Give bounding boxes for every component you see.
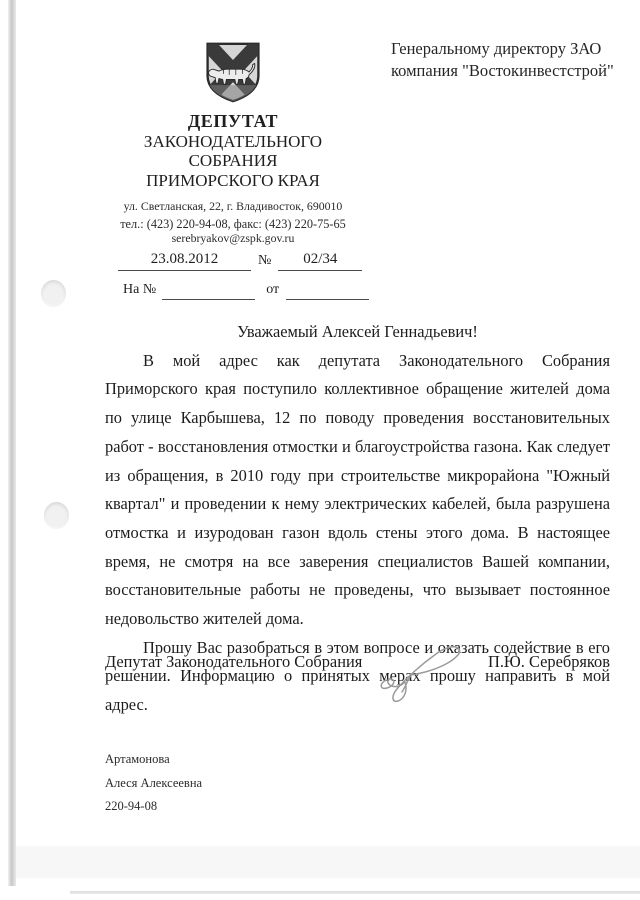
org-address: ул. Светланская, 22, г. Владивосток, 690010: [123, 199, 343, 213]
addressee-line-1: Генеральному директору ЗАО: [391, 39, 602, 58]
executor-block: [105, 748, 202, 819]
page-bottom-edge-line: [70, 891, 640, 894]
doc-number-field: [278, 251, 362, 271]
signature-row: [105, 652, 610, 672]
addressee-line-2: компания "Востокинвестстрой": [391, 60, 614, 80]
org-phone-fax: тел.: (423) 220-94-08, факс: (423) 220-75-65: [120, 216, 346, 231]
executor-phone: 220-94-08: [105, 799, 158, 813]
doc-number-value: 02/34: [303, 251, 338, 267]
letterhead-title-line-3: СОБРАНИЯ: [188, 151, 278, 170]
letterhead-title-line-4: ПРИМОРСКОГО КРАЯ: [146, 170, 320, 190]
page-bottom-shadow: [16, 846, 640, 878]
letterhead-title: [105, 112, 361, 190]
reference-block: [105, 251, 375, 300]
letterhead-contacts: [105, 199, 361, 246]
date-value: 23.08.2012: [150, 251, 219, 267]
hole-punch-top: [41, 280, 66, 307]
org-email: serebryakov@zspk.gov.ru: [171, 231, 295, 245]
number-sign-label: №: [258, 253, 272, 268]
executor-name-patronymic: Алеся Алексеевна: [105, 775, 203, 790]
reply-number-field-empty: [162, 279, 255, 300]
reply-to-number-label: На №: [123, 282, 157, 297]
reply-date-field-empty: [286, 279, 369, 300]
addressee-block: [391, 38, 626, 81]
letterhead-title-line-1: ДЕПУТАТ: [187, 111, 279, 131]
letterhead: [105, 40, 361, 246]
signer-position: Депутат Законодательного Собрания: [105, 652, 363, 671]
hole-punch-bottom: [44, 502, 69, 529]
body-paragraph-1: В мой адрес как депутата Законодательного Собрания Приморского края поступило коллективное обращение жителей дома по улице Карбышева, 12 по поводу проведения восстановительных работ - восстановления отмостки и благоустройства газона. Как следует из обращения, в 2010 году при строительстве микрорайона "Южный квартал" и проведении к нему электрических кабелей, была разрушена отмостка и изуродован газон вдоль стены этого дома. В настоящее время, не смотря на все заверения специалистов Вашей компании, восстановительные работы не проведены, что вызывает постоянное недовольство жителей дома.: [105, 350, 610, 629]
salutation: Уважаемый Алексей Геннадьевич!: [237, 322, 478, 341]
primorsky-krai-coat-of-arms-icon: [202, 40, 264, 104]
letterhead-title-line-2: ЗАКОНОДАТЕЛЬНОГО: [143, 131, 323, 151]
reply-from-label: от: [266, 282, 280, 297]
page-left-edge-shadow: [8, 0, 16, 886]
signer-name: П.Ю. Серебряков: [488, 652, 610, 671]
date-field: [118, 251, 251, 271]
executor-surname: Артамонова: [105, 752, 170, 766]
body-paragraph-2: Прошу Вас разобраться в этом вопросе и оказать содействие в его решении. Информацию о принятых мерах прошу направить в мой адрес.: [105, 637, 610, 715]
